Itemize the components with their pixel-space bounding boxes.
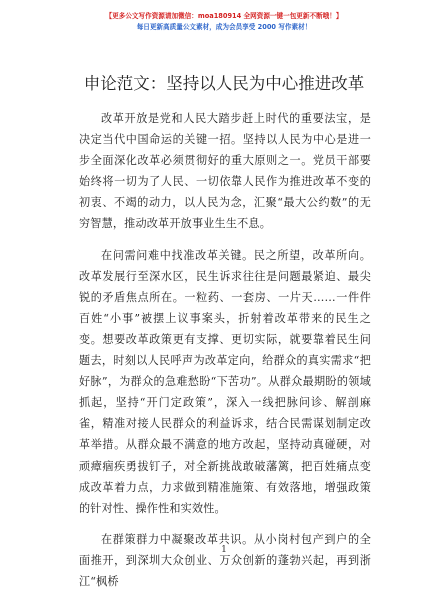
body-paragraph-1: 改革开放是党和人民大踏步赶上时代的重要法宝，是决定当代中国命运的关键一招。坚持以人民为中心是进一步全面深化改革必须贯彻好的重大原则之一。党员干部要始终将一切为了人民、一切依靠人民作为推进改革不变的初衷、不竭的动力，以人民为念，汇聚“最大公约数”的无穷智慧，推动改革开放事业生生不息。 xyxy=(79,112,371,231)
body-paragraph-3: 在群策群力中凝聚改革共识。从小岗村包产到户的全面推开，到深圳大众创业、万众创新的蓬勃兴起，再到浙江“枫桥 xyxy=(79,532,371,588)
promo-banner-line-2: 每日更新高质量公文素材，成为会员享受 2000 写作素材！ xyxy=(136,23,312,31)
promo-banner-line-1: 【更多公文写作资源请加微信：moa180914 全网资源一键一包更新不断哦！】 xyxy=(105,12,343,20)
document-body xyxy=(79,108,371,602)
body-paragraph-2: 在问需问难中找准改革关键。民之所望，改革所向。改革发展行至深水区，民生诉求往往是问题最紧迫、最尖锐的矛盾焦点所在。一粒药、一套房、一片天……一件件百姓“小事”被摆上议事案头，折射着改革带来的民生之变。想要改革政策更有支撑、更切实际，就要靠着民生问题去，时刻以人民呼声为改革定向，给群众的真实需求“把好脉”，为群众的急难愁盼“下苦功”。从群众最期盼的领域抓起，坚持“开门定政策”，深入一线把脉问诊、解剖麻雀，精准对接人民群众的利益诉求，结合民需谋划制定改革举措。从群众最不满意的地方改起，坚持动真碰硬，对顽瘴痼疾勇拔钉子，对全新挑战敢破藩篱，把百姓痛点变成改革着力点，力求做到精准施策、有效落地，增强政策的针对性、操作性和实效性。 xyxy=(79,248,371,515)
page-number: 1 xyxy=(221,545,227,555)
document-title: 申论范文：坚持以人民为中心推进改革 xyxy=(83,74,365,93)
